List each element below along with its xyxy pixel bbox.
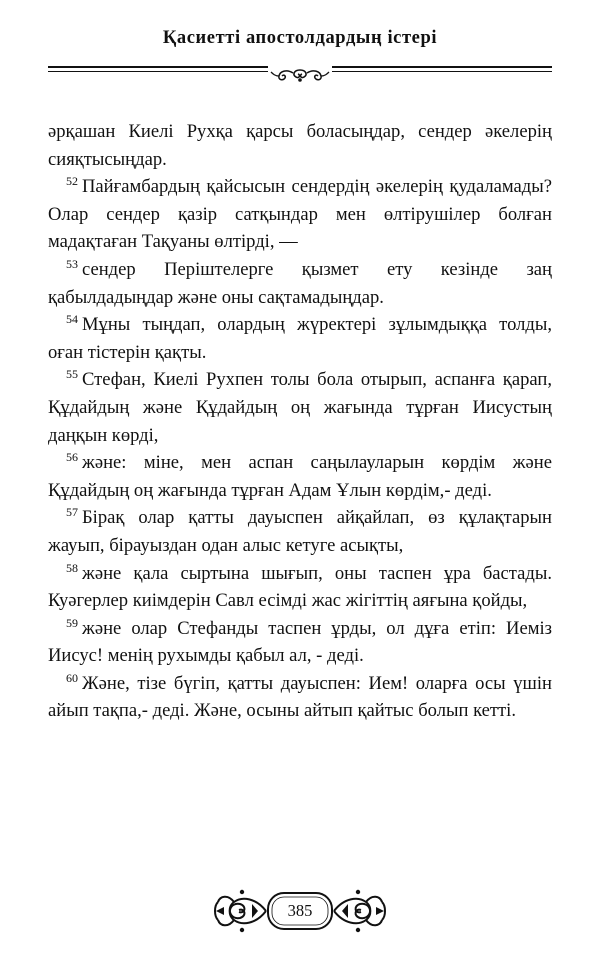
verse-text: Және, тізе бүгіп, қатты дауыспен: Ием! оларға осы үшін айып тақпа,- деді. Және, осыны айтып қайтыс болып кетті.: [48, 672, 552, 722]
verse-paragraph: [48, 173, 552, 256]
verse-number: 60: [66, 670, 78, 685]
page-number: 385: [287, 901, 313, 920]
verse-number: 57: [66, 505, 78, 520]
verse-number: 55: [66, 367, 78, 382]
verse-text: Пайғамбардың қайсысын сендердің әкелерің қудаламады? Олар сендер қазір сатқындар мен өлтірушілер болған мадақтаған Тақуаны өлтірді, —: [48, 176, 552, 253]
verse-number: 56: [66, 450, 78, 465]
verse-paragraph: [48, 256, 552, 311]
text-body: [48, 118, 552, 725]
verse-number: 54: [66, 312, 78, 327]
verse-number: 53: [66, 256, 78, 271]
continuation-paragraph: әрқашан Киелі Рухқа қарсы боласыңдар, сендер әкелерің сияқтысыңдар.: [48, 121, 552, 170]
running-header-title: Қасиетті апостолдардың істері: [162, 28, 438, 48]
verse-paragraph: [48, 366, 552, 449]
verse-text: және қала сыртына шығып, оны таспен ұра бастады. Куәгерлер киімдерін Савл есімді жас жігіттің аяғына қойды,: [48, 562, 552, 612]
verse-paragraph: [48, 615, 552, 670]
verse-paragraph: [48, 504, 552, 559]
verse-text: Бірақ олар қатты дауыспен айқайлап, өз құлақтарын жауып, бірауыздан одан алыс кетуге асықты,: [48, 507, 552, 556]
verse-text: және олар Стефанды таспен ұрды, ол дұға етіп: Иеміз Иисус! менің рухымды қабыл ал, - деді.: [48, 617, 552, 667]
verse-paragraph: [48, 311, 552, 366]
verse-paragraph: [48, 560, 552, 615]
verse-number: 59: [66, 615, 78, 630]
verse-number: 58: [66, 560, 78, 575]
header-ornament-icon: [268, 64, 332, 86]
verse-paragraph: [48, 670, 552, 725]
verse-text: Мұны тыңдап, олардың жүректері зұлымдыққа толды, оған тістерін қақты.: [48, 314, 552, 363]
verse-text: Стефан, Киелі Рухпен толы бола отырып, аспанға қарап, Құдайдың және Құдайдың оң жағында тұрған Иисустың даңқын көрді,: [48, 369, 552, 446]
verse-text: және: міне, мен аспан саңылауларын көрдім және Құдайдың оң жағында тұрған Адам Ұлын көрдім,- деді.: [48, 452, 552, 501]
verse-text: сендер Періштелерге қызмет ету кезінде заң қабылдадыңдар және оны сақтамадыңдар.: [48, 258, 552, 308]
verse-paragraph: [48, 449, 552, 504]
verse-number: 52: [66, 174, 78, 189]
